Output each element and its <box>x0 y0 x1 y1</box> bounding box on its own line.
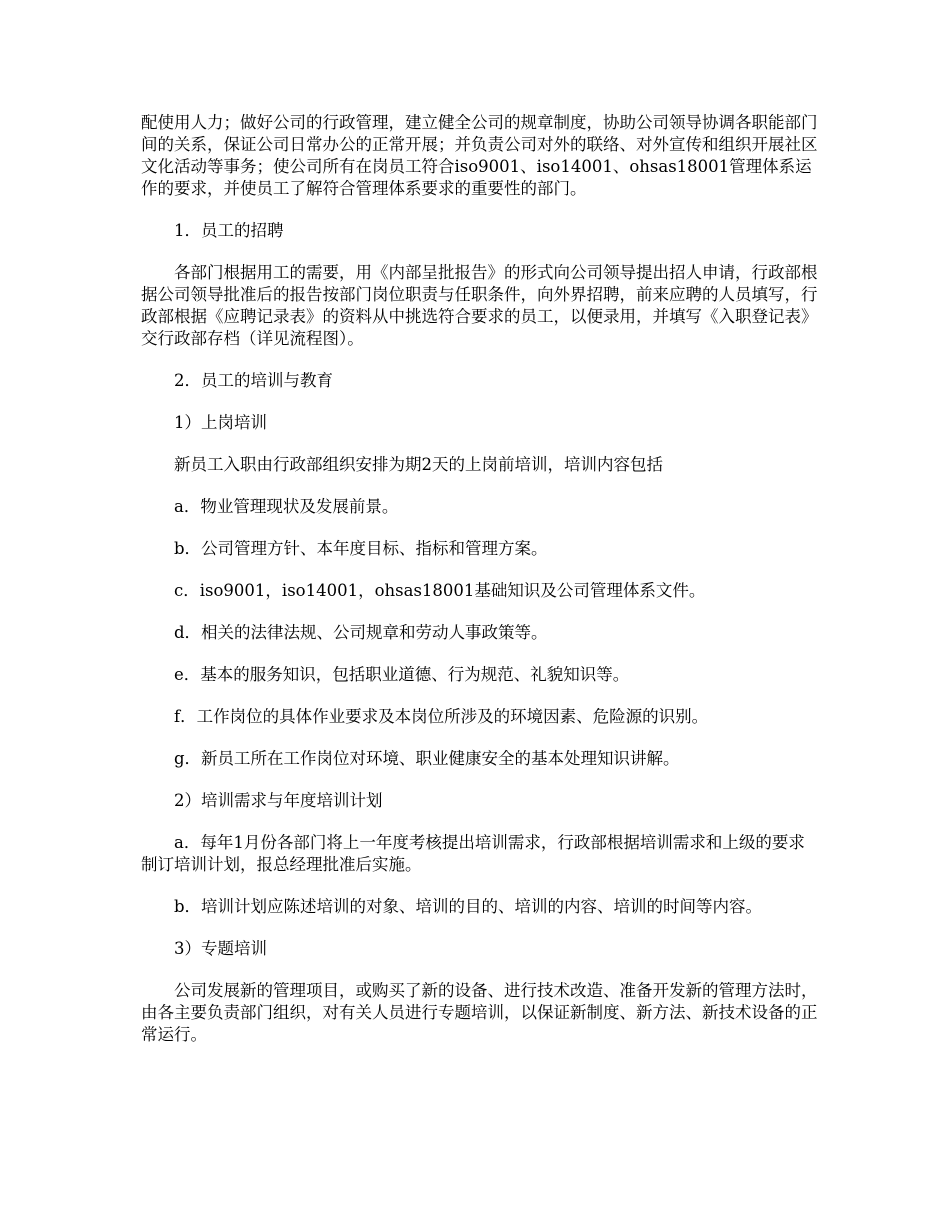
heading-recruitment: 1．员工的招聘 <box>174 221 284 240</box>
paragraph-onboarding: 新员工入职由行政部组织安排为期2天的上岗前培训，培训内容包括 <box>174 455 663 474</box>
plan-item-a: a．每年1月份各部门将上一年度考核提出培训需求，行政部根据培训需求和上级的要求制订培训计划，报总经理批准后实施。 <box>141 833 805 874</box>
list-item-f: f．工作岗位的具体作业要求及本岗位所涉及的环境因素、危险源的识别。 <box>174 707 709 726</box>
list-item-c: c．iso9001，iso14001，ohsas18001基础知识及公司管理体系文件。 <box>174 581 706 600</box>
heading-special-training: 3）专题培训 <box>174 939 267 958</box>
paragraph-special-training: 公司发展新的管理项目，或购买了新的设备、进行技术改造、准备开发新的管理方法时，由各主要负责部门组织，对有关人员进行专题培训，以保证新制度、新方法、新技术设备的正常运行。 <box>141 981 818 1044</box>
document-body <box>141 112 821 1046</box>
heading-training: 2．员工的培训与教育 <box>174 371 333 390</box>
list-item-g: g．新员工所在工作岗位对环境、职业健康安全的基本处理知识讲解。 <box>174 749 680 768</box>
list-item-e: e．基本的服务知识，包括职业道德、行为规范、礼貌知识等。 <box>174 665 630 684</box>
plan-item-b: b．培训计划应陈述培训的对象、培训的目的、培训的内容、培训的时间等内容。 <box>174 897 763 916</box>
heading-training-plan: 2）培训需求与年度培训计划 <box>174 791 383 810</box>
list-item-b: b．公司管理方针、本年度目标、指标和管理方案。 <box>174 539 548 558</box>
paragraph-intro: 配使用人力；做好公司的行政管理，建立健全公司的规章制度，协助公司领导协调各职能部门间的关系，保证公司日常办公的正常开展；并负责公司对外的联络、对外宣传和组织开展社区文化活动等事务；使公司所有在岗员工符合iso9001、iso14001、ohsas18001管理体系运作的要求，并使员工了解符合管理体系要求的重要性的部门。 <box>141 113 818 198</box>
list-item-d: d．相关的法律法规、公司规章和劳动人事政策等。 <box>174 623 548 642</box>
heading-onboarding-training: 1）上岗培训 <box>174 413 267 432</box>
paragraph-recruitment: 各部门根据用工的需要，用《内部呈批报告》的形式向公司领导提出招人申请，行政部根据公司领导批准后的报告按部门岗位职责与任职条件，向外界招聘，前来应聘的人员填写，行政部根据《应聘记录表》的资料从中挑选符合要求的员工，以便录用，并填写《入职登记表》交行政部存档（详见流程图）。 <box>141 263 818 348</box>
list-item-a: a．物业管理现状及发展前景。 <box>174 497 399 516</box>
